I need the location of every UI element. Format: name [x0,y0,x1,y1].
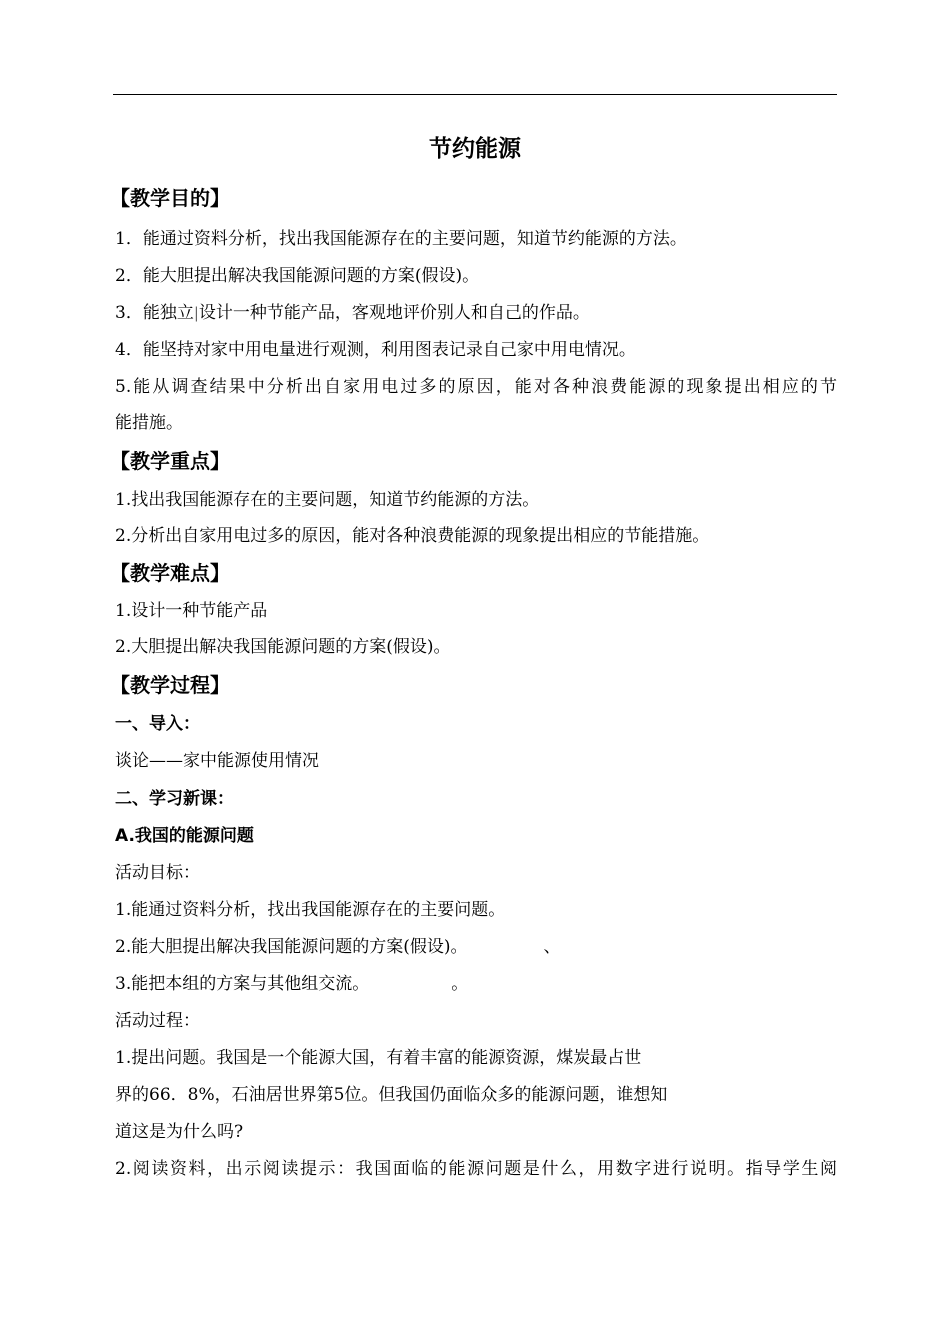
goal-3 [115,971,468,997]
difficulty-1: 1.设计一种节能产品 [115,601,268,621]
objective-3 [115,300,590,326]
difficulty-2: 2.大胆提出解决我国能源问题的方案(假设)。 [115,637,451,657]
objective-3-part-a: 3．能独立 [115,303,194,323]
heading-process: 【教学过程】 [110,673,230,697]
objective-2: 2．能大胆提出解决我国能源问题的方案(假设)。 [115,266,480,286]
steps-label: 活动过程： [115,1011,200,1031]
step-2-line-1: 2.阅读资料，出示阅读提示：我国面临的能源问题是什么，用数字进行说明。指导学生阅 [115,1159,837,1179]
step-1-line-3: 道这是为什么吗? [115,1122,244,1142]
goal-2 [115,934,560,960]
objective-4: 4．能坚持对家中用电量进行观测，利用图表记录自己家中用电情况。 [115,340,636,360]
goal-1: 1.能通过资料分析，找出我国能源存在的主要问题。 [115,900,506,920]
section-a-heading: A.我国的能源问题 [115,826,254,846]
header-rule [113,94,837,95]
intro-heading: 一、导入： [115,714,200,734]
objective-5: 5.能从调查结果中分析出自家用电过多的原因，能对各种浪费能源的现象提出相应的节 [115,377,837,397]
key-point-1: 1.找出我国能源存在的主要问题，知道节约能源的方法。 [115,490,540,510]
step-1-line-1: 1.提出问题。我国是一个能源大国，有着丰富的能源资源，煤炭最占世 [115,1048,642,1068]
new-lesson-heading: 二、学习新课： [115,789,234,809]
step-1-line-2: 界的66．8%，石油居世界第5位。但我国仍面临众多的能源问题，谁想知 [115,1085,668,1105]
cursor-mark: | [193,304,199,322]
objective-1: 1．能通过资料分析，找出我国能源存在的主要问题，知道节约能源的方法。 [115,229,687,249]
objective-3-part-b: 设计一种节能产品，客观地评价别人和自己的作品。 [198,303,590,323]
key-point-2: 2.分析出自家用电过多的原因，能对各种浪费能源的现象提出相应的节能措施。 [115,526,710,546]
heading-difficulties: 【教学难点】 [110,561,230,585]
page-title: 节约能源 [429,136,521,162]
goal-2-mark: 、 [543,937,561,957]
objective-5-cont: 能措施。 [115,413,183,433]
intro-text: 谈论——家中能源使用情况 [115,751,319,771]
goals-label: 活动目标： [115,863,200,883]
goal-3-text: 3.能把本组的方案与其他组交流。 [115,974,370,994]
goal-3-mark: 。 [451,974,469,994]
goal-2-text: 2.能大胆提出解决我国能源问题的方案(假设)。 [115,937,468,957]
heading-objectives: 【教学目的】 [110,186,230,210]
heading-key-points: 【教学重点】 [110,449,230,473]
